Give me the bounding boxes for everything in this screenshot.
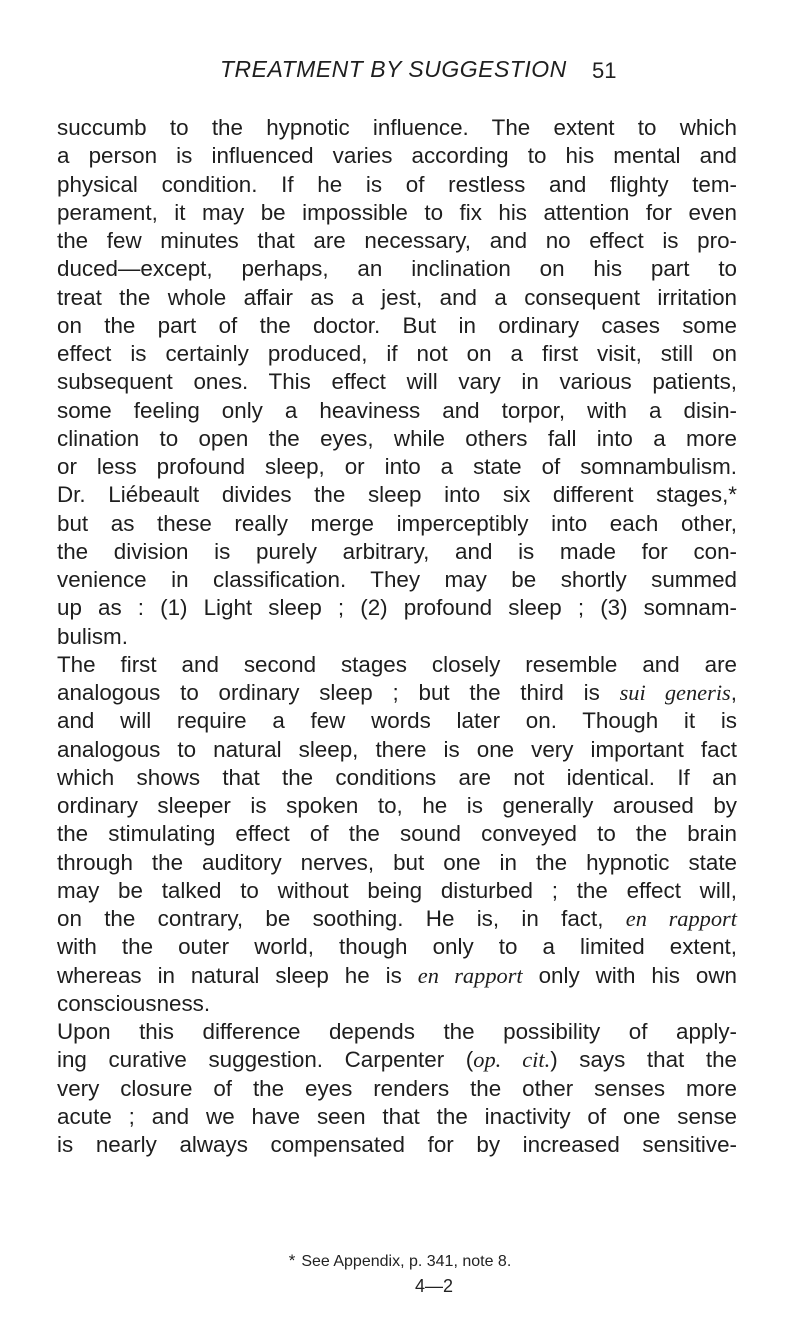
text-line: the few minutes that are necessary, and no effect is pro- xyxy=(57,228,737,253)
text-line: which shows that the conditions are not identical. If an xyxy=(57,764,737,790)
text-line: analogous to natural sleep, there is one very important fact xyxy=(57,736,737,762)
text-line: bulism. xyxy=(57,623,128,649)
text-line: or less profound sleep, or into a state of somnambulism. xyxy=(57,454,737,479)
text-line: succumb to the hypnotic influence. The extent to which xyxy=(57,115,737,140)
text-line: clination to open the eyes, while others fall into a more xyxy=(57,425,737,451)
text-line: and will require a few words later on. Though it is xyxy=(57,708,737,734)
text-line: on the contrary, be soothing. He is, in fact, en rapport xyxy=(57,906,737,931)
text-line: up as : (1) Light sleep ; (2) profound sleep ; (3) somnam- xyxy=(57,595,737,621)
text-line: the division is purely arbitrary, and is made for con- xyxy=(57,538,737,564)
page-number: 51 xyxy=(592,58,617,83)
running-title: TREATMENT BY SUGGESTION xyxy=(220,56,567,82)
text-line: venience in classification. They may be shortly summed xyxy=(57,567,737,592)
paragraph-start: Upon this difference depends the possibility of apply- xyxy=(57,1019,737,1044)
text-line: duced—except, perhaps, an inclination on his part to xyxy=(57,256,737,282)
text-line: treat the whole affair as a jest, and a consequent irritation xyxy=(57,284,737,310)
text-line: may be talked to without being disturbed ; the effect will, xyxy=(57,877,737,903)
signature-mark: 4—2 xyxy=(415,1276,454,1296)
text-line: with the outer world, though only to a limited extent, xyxy=(57,934,737,960)
text-line: physical condition. If he is of restless and flighty tem- xyxy=(57,171,737,197)
text-line: but as these really merge imperceptibly into each other, xyxy=(57,510,737,536)
text-line: analogous to ordinary sleep ; but the third is sui generis, xyxy=(57,680,737,705)
text-line: the stimulating effect of the sound conveyed to the brain xyxy=(57,821,737,847)
text-line: ordinary sleeper is spoken to, he is generally aroused by xyxy=(57,793,737,818)
text-line: subsequent ones. This effect will vary in various patients, xyxy=(57,369,737,395)
text-line: very closure of the eyes renders the other senses more xyxy=(57,1075,737,1101)
footnote-text: See Appendix, p. 341, note 8. xyxy=(301,1253,512,1270)
text-line: through the auditory nerves, but one in the hypnotic state xyxy=(57,849,737,875)
footnote xyxy=(0,1251,800,1271)
text-line: acute ; and we have seen that the inactivity of one sense xyxy=(57,1103,737,1129)
text-line: Dr. Liébeault divides the sleep into six different stages,* xyxy=(57,482,737,508)
text-line: some feeling only a heaviness and torpor, with a disin- xyxy=(57,397,737,423)
running-head xyxy=(0,56,800,86)
text-line: effect is certainly produced, if not on a first visit, still on xyxy=(57,341,737,366)
text-line: whereas in natural sleep he is en rapport only with his own xyxy=(57,962,737,988)
text-line: a person is influenced varies according to his mental and xyxy=(57,143,737,169)
text-line: consciousness. xyxy=(57,990,211,1016)
text-line: is nearly always compensated for by increased sensitive- xyxy=(57,1132,737,1157)
footnote-marker: * xyxy=(288,1251,296,1270)
text-line: perament, it may be impossible to fix his attention for even xyxy=(57,199,737,225)
paragraph-start: The first and second stages closely resemble and are xyxy=(57,651,737,677)
body-text xyxy=(57,114,737,1159)
text-line: ing curative suggestion. Carpenter (op. cit.) says that the xyxy=(57,1047,737,1073)
text-line: on the part of the doctor. But in ordinary cases some xyxy=(57,312,737,338)
